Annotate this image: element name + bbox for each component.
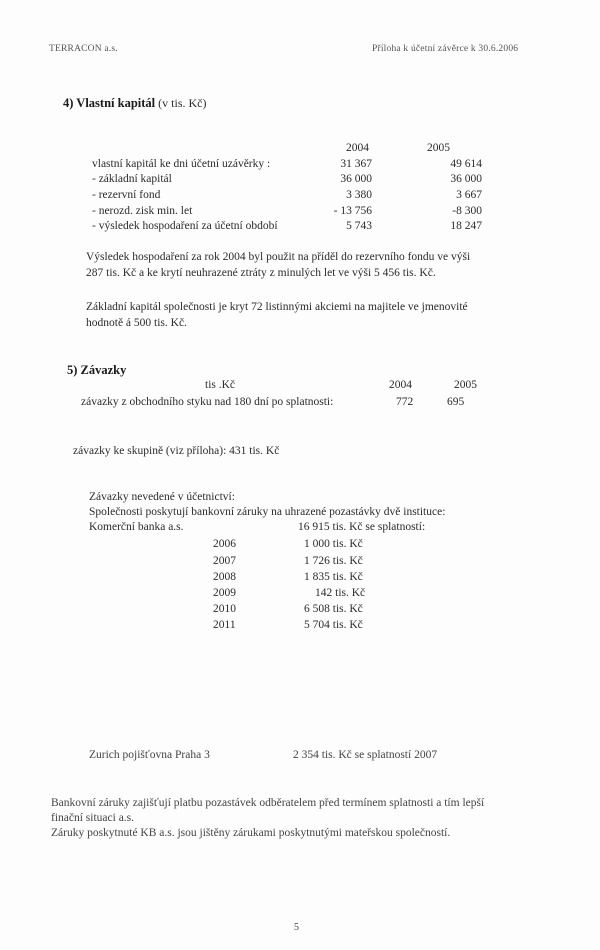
maturity-amount: 6 508 tis. Kč <box>304 603 363 615</box>
equity-row-label: - základní kapitál <box>92 173 172 185</box>
maturity-amount: 5 704 tis. Kč <box>304 619 363 631</box>
header-attachment-title: Příloha k účetní závěrce k 30.6.2006 <box>372 44 519 54</box>
share-capital-line-1: Základní kapitál společnosti je kryt 72 listinnými akciemi na majitele ve jmenovité <box>86 301 468 313</box>
equity-year-2005: 2005 <box>427 142 450 154</box>
bank-name: Komerční banka a.s. <box>89 521 184 533</box>
off-balance-heading: Závazky nevedené v účetnictví: <box>89 491 235 503</box>
bank-total: 16 915 tis. Kč se splatností: <box>298 521 426 533</box>
liabilities-year-2005: 2005 <box>454 379 477 391</box>
bank-guarantees-intro: Společnosti poskytují bankovní záruky na uhrazené pozastávky dvě instituce: <box>89 506 446 518</box>
maturity-amount: 1 835 tis. Kč <box>304 571 363 583</box>
group-liabilities-line: závazky ke skupině (viz příloha): 431 tis. Kč <box>73 445 280 457</box>
maturity-year: 2008 <box>213 571 236 583</box>
equity-row-2004: 3 380 <box>346 189 372 201</box>
equity-year-2004: 2004 <box>346 142 369 154</box>
equity-row-label: - nerozd. zisk min. let <box>92 205 193 217</box>
guarantee-note-line-1: Bankovní záruky zajišťují platbu pozastávek odběratelem před termínem splatnosti a tím lepší <box>51 797 485 809</box>
maturity-year: 2009 <box>213 587 236 599</box>
equity-row-2005: -8 300 <box>452 205 482 217</box>
share-capital-line-2: hodnotě á 500 tis. Kč. <box>86 317 187 329</box>
equity-row-label: - rezervní fond <box>92 189 161 201</box>
liabilities-year-2004: 2004 <box>389 379 412 391</box>
zurich-amount: 2 354 tis. Kč se splatností 2007 <box>293 749 438 761</box>
maturity-amount: 142 tis. Kč <box>315 587 366 599</box>
equity-row-2005: 36 000 <box>450 173 482 185</box>
equity-row-2005: 49 614 <box>450 158 482 170</box>
section-4-title: 4) Vlastní kapitál <box>63 96 156 110</box>
guarantee-note-line-2: finační situaci a.s. <box>51 812 135 824</box>
header-company: TERRACON a.s. <box>49 44 118 54</box>
trade-payables-label: závazky z obchodního styku nad 180 dní po splatnosti: <box>81 396 334 408</box>
equity-row-2005: 3 667 <box>456 189 482 201</box>
equity-row-2004: 31 367 <box>340 158 372 170</box>
equity-row-label: vlastní kapitál ke dni účetní uzávěrky : <box>92 158 271 170</box>
maturity-year: 2007 <box>213 555 236 567</box>
maturity-amount: 1 000 tis. Kč <box>304 538 363 550</box>
equity-row-2004: - 13 756 <box>333 205 372 217</box>
trade-payables-2005: 695 <box>447 396 465 408</box>
section-4-heading <box>63 96 206 111</box>
guarantee-note-kb: Záruky poskytnuté KB a.s. jsou jištěny zárukami poskytnutými mateřskou společností. <box>51 827 451 839</box>
equity-row-2004: 36 000 <box>340 173 372 185</box>
equity-row-2005: 18 247 <box>450 220 482 232</box>
zurich-name: Zurich pojišťovna Praha 3 <box>89 749 210 761</box>
equity-row-2004: 5 743 <box>346 220 372 232</box>
profit-allocation-line-1: Výsledek hospodaření za rok 2004 byl použit na příděl do rezervního fondu ve výši <box>86 251 471 263</box>
maturity-year: 2010 <box>213 603 236 615</box>
maturity-amount: 1 726 tis. Kč <box>304 555 363 567</box>
liabilities-unit: tis .Kč <box>205 379 236 391</box>
trade-payables-2004: 772 <box>396 396 414 408</box>
page-number: 5 <box>294 922 299 933</box>
profit-allocation-line-2: 287 tis. Kč a ke krytí neuhrazené ztráty z minulých let ve výši 5 456 tis. Kč. <box>86 267 436 279</box>
maturity-year: 2011 <box>213 619 236 631</box>
equity-row-label: - výsledek hospodaření za účetní období <box>92 220 278 232</box>
section-5-title: 5) Závazky <box>67 363 127 377</box>
section-4-unit: (v tis. Kč) <box>155 96 207 110</box>
maturity-year: 2006 <box>213 538 236 550</box>
